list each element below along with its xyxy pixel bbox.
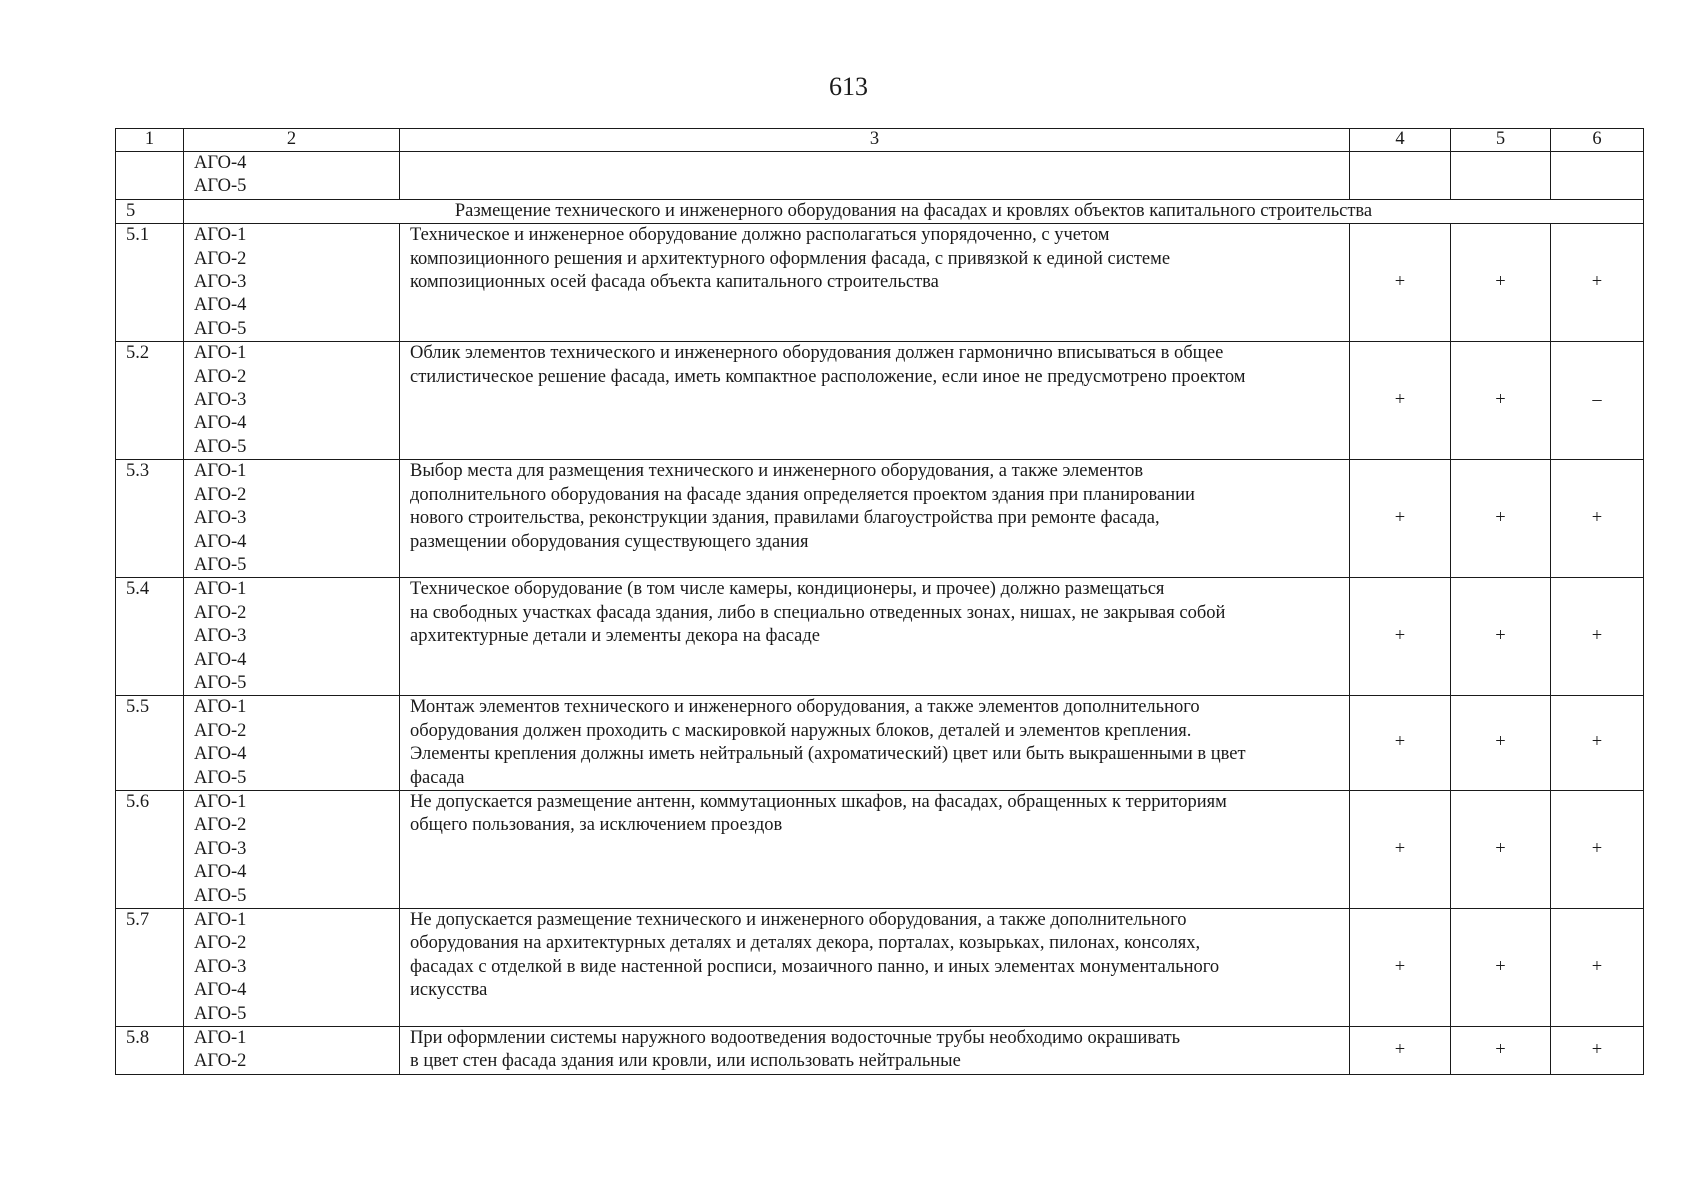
continuation-row xyxy=(116,152,1644,200)
row-number-cell: 5.4 xyxy=(116,578,184,696)
section-title: Размещение технического и инженерного оборудования на фасадах и кровлях объектов капитального строительства xyxy=(184,199,1644,223)
mark-cell xyxy=(1350,152,1451,200)
codes-cell: АГО-1 АГО-2 АГО-3 АГО-4 АГО-5 xyxy=(184,790,400,908)
codes-cell: АГО-1 АГО-2 АГО-3 АГО-4 АГО-5 xyxy=(184,909,400,1027)
requirement-text-cell xyxy=(400,152,1350,200)
requirement-text-cell: Техническое оборудование (в том числе камеры, кондиционеры, и прочее) должно размещаться на свободных участках фасада здания, либо в специально отведенных зонах, нишах, не закрывая собой архитектурные детали и элементы декора на фасаде xyxy=(400,578,1350,696)
table-row xyxy=(116,578,1644,696)
mark-cell: + xyxy=(1451,342,1551,460)
row-number-cell xyxy=(116,152,184,200)
codes-cell: АГО-1 АГО-2 xyxy=(184,1027,400,1075)
mark-cell: + xyxy=(1451,578,1551,696)
mark-cell: + xyxy=(1451,696,1551,791)
mark-cell: + xyxy=(1350,460,1451,578)
header-cell: 1 xyxy=(116,129,184,152)
codes-cell: АГО-1 АГО-2 АГО-4 АГО-5 xyxy=(184,696,400,791)
mark-cell: + xyxy=(1551,909,1644,1027)
requirement-text-cell: Выбор места для размещения технического и инженерного оборудования, а также элементов дополнительного оборудования на фасаде здания определяется проектом здания при планировании нового строительства, реконструкции здания, правилами благоустройства при ремонте фасада, размещении оборудования существующего здания xyxy=(400,460,1350,578)
row-number-cell: 5.1 xyxy=(116,224,184,342)
row-number-cell: 5.6 xyxy=(116,790,184,908)
mark-cell: – xyxy=(1551,342,1644,460)
requirement-text-cell: Монтаж элементов технического и инженерного оборудования, а также элементов дополнительного оборудования должен проходить с маскировкой наружных блоков, деталей и элементов крепления. Элементы крепления должны иметь нейтральный (ахроматический) цвет или быть выкрашенными в цвет фасада xyxy=(400,696,1350,791)
table-row xyxy=(116,1027,1644,1075)
row-number-cell: 5.7 xyxy=(116,909,184,1027)
requirement-text-cell: Не допускается размещение антенн, коммутационных шкафов, на фасадах, обращенных к территориям общего пользования, за исключением проездов xyxy=(400,790,1350,908)
requirement-text-cell: Не допускается размещение технического и инженерного оборудования, а также дополнительного оборудования на архитектурных деталях и деталях декора, порталах, козырьках, пилонах, консолях, фасадах с отделкой в виде настенной росписи, мозаичного панно, и иных элементах монументального искусства xyxy=(400,909,1350,1027)
mark-cell: + xyxy=(1451,909,1551,1027)
requirements-table xyxy=(115,128,1644,1075)
header-cell: 5 xyxy=(1451,129,1551,152)
mark-cell: + xyxy=(1551,460,1644,578)
mark-cell: + xyxy=(1451,460,1551,578)
mark-cell: + xyxy=(1350,578,1451,696)
mark-cell xyxy=(1551,152,1644,200)
mark-cell: + xyxy=(1551,224,1644,342)
section-row xyxy=(116,199,1644,223)
table-row xyxy=(116,909,1644,1027)
requirement-text-cell: Облик элементов технического и инженерного оборудования должен гармонично вписываться в общее стилистическое решение фасада, иметь компактное расположение, если иное не предусмотрено проектом xyxy=(400,342,1350,460)
table-row xyxy=(116,696,1644,791)
section-number: 5 xyxy=(116,199,184,223)
page-number: 613 xyxy=(829,72,868,101)
mark-cell: + xyxy=(1350,1027,1451,1075)
mark-cell: + xyxy=(1551,578,1644,696)
mark-cell: + xyxy=(1350,790,1451,908)
mark-cell xyxy=(1451,152,1551,200)
table-row xyxy=(116,224,1644,342)
requirement-text-cell: Техническое и инженерное оборудование должно располагаться упорядоченно, с учетом композиционного решения и архитектурного оформления фасада, с привязкой к единой системе композиционных осей фасада объекта капитального строительства xyxy=(400,224,1350,342)
mark-cell: + xyxy=(1551,1027,1644,1075)
table-row xyxy=(116,460,1644,578)
table-body xyxy=(116,129,1644,1075)
mark-cell: + xyxy=(1451,1027,1551,1075)
table-row xyxy=(116,342,1644,460)
mark-cell: + xyxy=(1551,696,1644,791)
codes-cell: АГО-1 АГО-2 АГО-3 АГО-4 АГО-5 xyxy=(184,578,400,696)
mark-cell: + xyxy=(1350,342,1451,460)
codes-cell: АГО-4 АГО-5 xyxy=(184,152,400,200)
header-cell: 4 xyxy=(1350,129,1451,152)
row-number-cell: 5.3 xyxy=(116,460,184,578)
mark-cell: + xyxy=(1350,224,1451,342)
row-number-cell: 5.8 xyxy=(116,1027,184,1075)
mark-cell: + xyxy=(1350,696,1451,791)
codes-cell: АГО-1 АГО-2 АГО-3 АГО-4 АГО-5 xyxy=(184,460,400,578)
row-number-cell: 5.2 xyxy=(116,342,184,460)
mark-cell: + xyxy=(1350,909,1451,1027)
table-row xyxy=(116,790,1644,908)
mark-cell: + xyxy=(1451,790,1551,908)
row-number-cell: 5.5 xyxy=(116,696,184,791)
header-cell: 6 xyxy=(1551,129,1644,152)
header-cell: 3 xyxy=(400,129,1350,152)
mark-cell: + xyxy=(1451,224,1551,342)
mark-cell: + xyxy=(1551,790,1644,908)
header-row xyxy=(116,129,1644,152)
header-cell: 2 xyxy=(184,129,400,152)
codes-cell: АГО-1 АГО-2 АГО-3 АГО-4 АГО-5 xyxy=(184,342,400,460)
codes-cell: АГО-1 АГО-2 АГО-3 АГО-4 АГО-5 xyxy=(184,224,400,342)
requirement-text-cell: При оформлении системы наружного водоотведения водосточные трубы необходимо окрашивать в цвет стен фасада здания или кровли, или использовать нейтральные xyxy=(400,1027,1350,1075)
